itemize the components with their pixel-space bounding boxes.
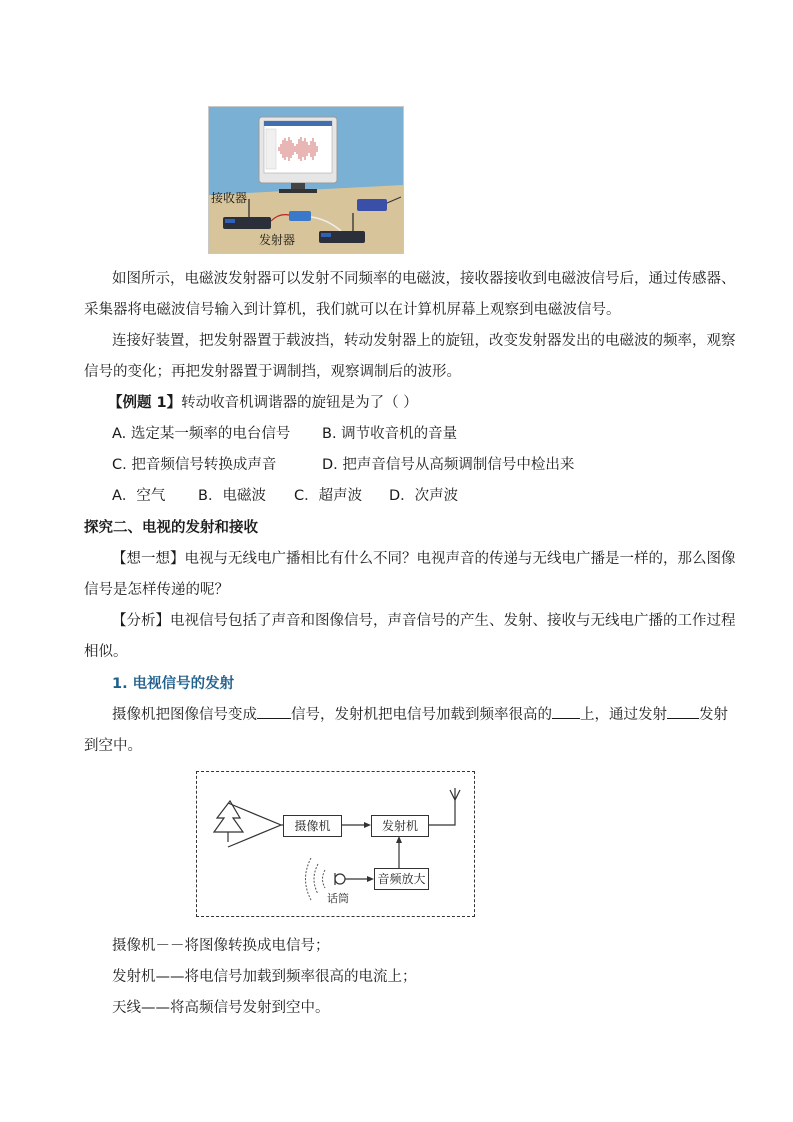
option2-c: C．超声波 xyxy=(294,488,363,504)
fill-in-text-3: 上，通过发射 xyxy=(580,707,667,723)
option2-b: B．电磁波 xyxy=(198,488,266,504)
fill-in-text-2: 信号，发射机把电信号加载到频率很高的 xyxy=(291,707,552,723)
blank-3[interactable] xyxy=(667,704,699,719)
section-2-heading: 探究二、电视的发射和接收 xyxy=(84,520,258,536)
experiment-photo-drawing xyxy=(209,107,403,253)
think-line-1 xyxy=(84,544,736,575)
amplifier-box: 音频放大 xyxy=(374,868,429,890)
option-a: A. 选定某一频率的电台信号 xyxy=(112,426,291,442)
example-question xyxy=(108,388,738,419)
paragraph-2-line-2: 信号的变化；再把发射器置于调制挡，观察调制后的波形。 xyxy=(84,364,461,380)
transmitter-box: 发射机 xyxy=(371,815,429,837)
paragraph-1-line-2: 采集器将电磁波信号输入到计算机，我们就可以在计算机屏幕上观察到电磁波信号。 xyxy=(84,302,621,318)
option-d: D. 把声音信号从高频调制信号中检出来 xyxy=(322,457,575,473)
subheading-tv-transmission: 1. 电视信号的发射 xyxy=(112,676,235,692)
camera-box: 摄像机 xyxy=(283,815,342,837)
blank-2[interactable] xyxy=(552,704,580,719)
fill-in-line-2: 到空中。 xyxy=(84,738,142,754)
analysis-line-2: 相似。 xyxy=(84,644,128,660)
fill-in-line-1 xyxy=(84,700,728,731)
blank-1[interactable] xyxy=(257,704,291,719)
analysis-line-1 xyxy=(84,606,736,637)
analysis-tag: 【分析】 xyxy=(112,613,170,629)
definition-antenna: 天线——将高频信号发射到空中。 xyxy=(112,1000,330,1016)
definition-camera: 摄像机－－将图像转换成电信号； xyxy=(112,938,330,954)
microphone-label: 话筒 xyxy=(327,892,349,905)
option2-a: A．空气 xyxy=(112,488,166,504)
analysis-text: 电视信号包括了声音和图像信号，声音信号的产生、发射、接收与无线电广播的工作过程 xyxy=(170,613,736,629)
fill-in-text-4: 发射 xyxy=(699,707,728,723)
paragraph-2-line-1: 连接好装置，把发射器置于载波挡，转动发射器上的旋钮，改变发射器发出的电磁波的频率，观察 xyxy=(112,333,736,349)
experiment-photo xyxy=(208,106,404,254)
definition-transmitter: 发射机——将电信号加载到频率很高的电流上； xyxy=(112,969,417,985)
think-text: 电视与无线电广播相比有什么不同？电视声音的传递与无线电广播是一样的，那么图像 xyxy=(184,551,736,567)
tv-transmission-diagram xyxy=(196,771,475,917)
think-tag: 【想一想】 xyxy=(112,551,185,567)
fill-in-text-1: 摄像机把图像信号变成 xyxy=(112,707,257,723)
option-c: C. 把音频信号转换成声音 xyxy=(112,457,277,473)
example-tag: 【例题 1】 xyxy=(108,395,182,411)
option-b: B. 调节收音机的音量 xyxy=(322,426,458,442)
example-question-text: 转动收音机调谐器的旋钮是为了（ ） xyxy=(181,395,418,411)
receiver-label: 接收器 xyxy=(211,191,248,205)
paragraph-1-line-1: 如图所示，电磁波发射器可以发射不同频率的电磁波，接收器接收到电磁波信号后，通过传感器、 xyxy=(112,271,736,287)
option2-d: D．次声波 xyxy=(389,488,459,504)
think-line-2: 信号是怎样传递的呢？ xyxy=(84,582,229,598)
transmitter-label: 发射器 xyxy=(259,233,296,247)
